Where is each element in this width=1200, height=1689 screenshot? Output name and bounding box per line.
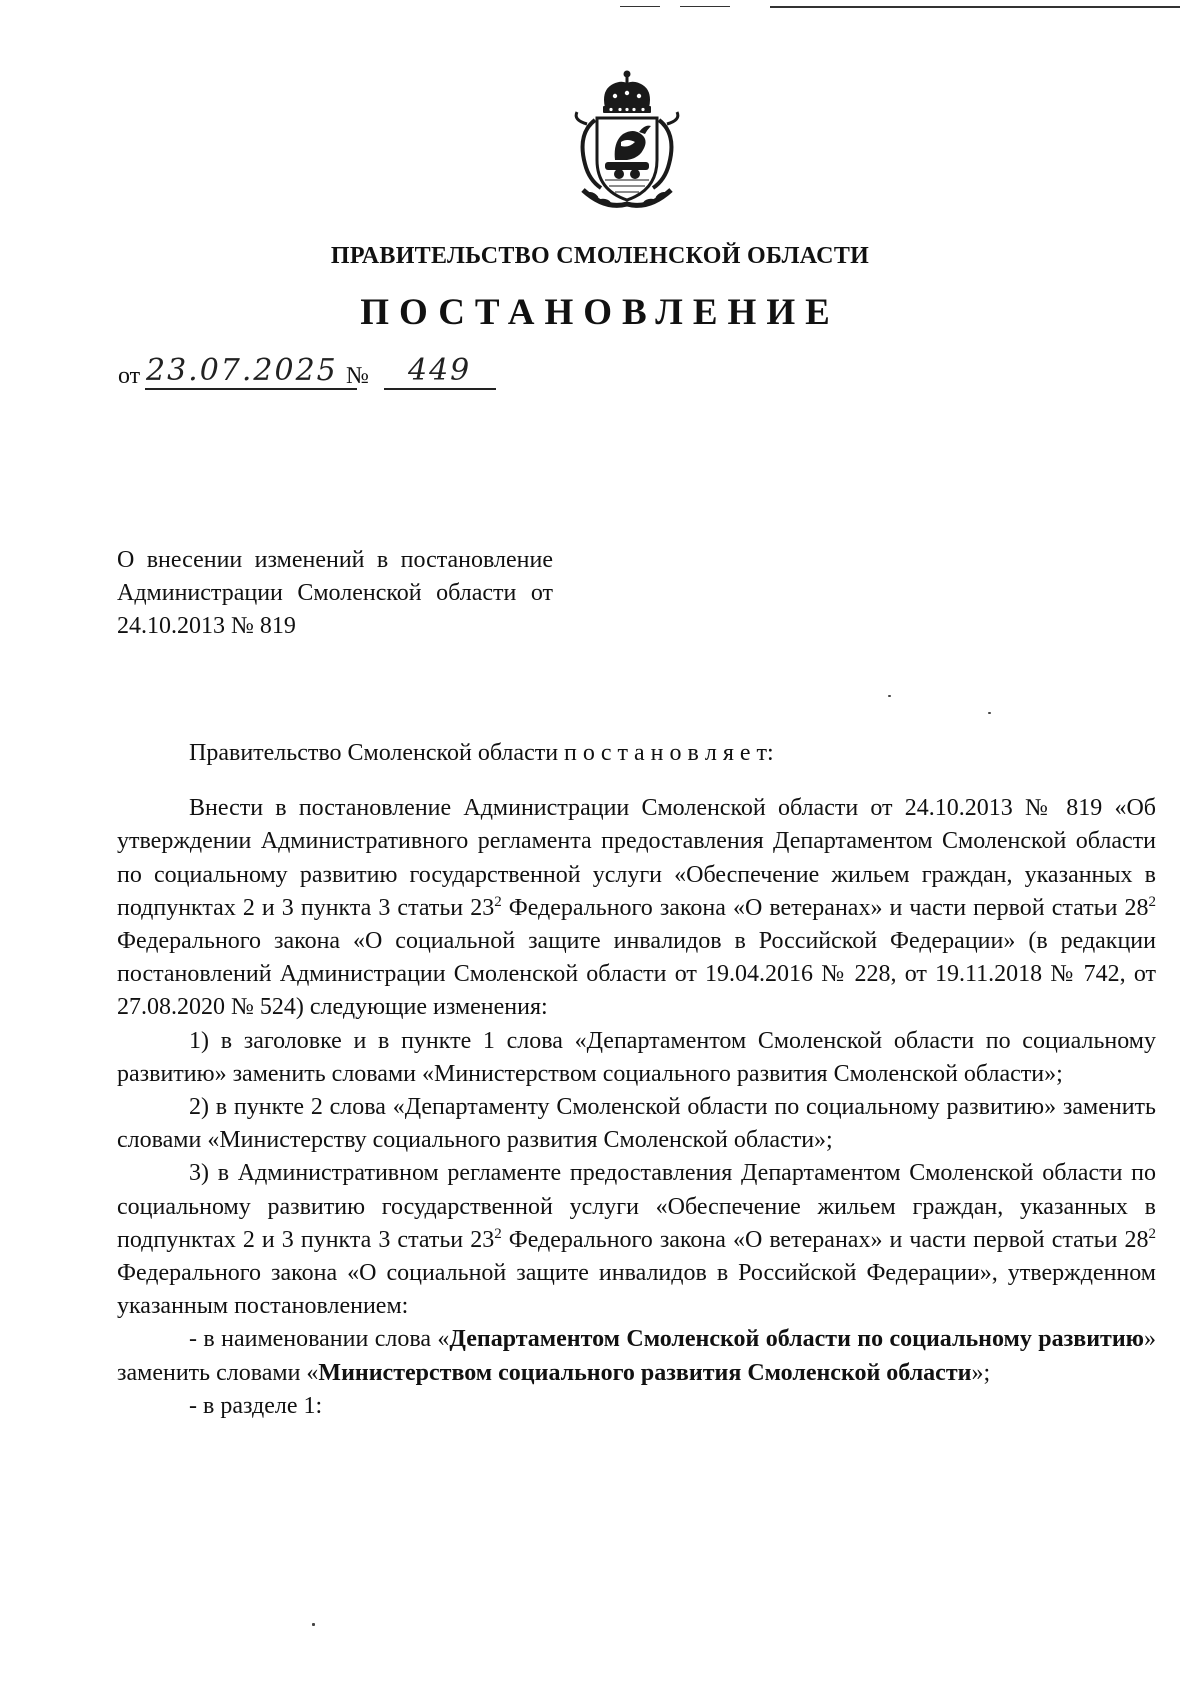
- main-paragraph: [117, 792, 1156, 1024]
- date-label: от: [118, 363, 141, 389]
- bullet-rename: [117, 1323, 1156, 1389]
- date-underline: [145, 388, 357, 390]
- scan-speck: [888, 695, 891, 697]
- main-text-part: Федерального закона «О социальной защите инвалидов в Российской Федерации» (в редакции постановлений Администрации Смоленской области от 19.04.2016 № 228, от 19.11.2018 № 742, от 27.08.2020 № 524) следующие изменения:: [117, 928, 1156, 1021]
- superscript: 2: [1148, 893, 1156, 910]
- preamble-action: п о с т а н о в л я е т:: [564, 740, 774, 766]
- main-text-part: Внести в постановление Администрации Смоленской области от 24.10.2013 № 819 «Об утверждении Административного регламента предоставления Департаментом Смоленской области по социальному развитию государственной услуги «Обеспечение жильем граждан, указанных в подпунктах 2 и 3 пункта 3 статьи 23: [117, 795, 1156, 921]
- bullet-text-part: »;: [971, 1359, 991, 1386]
- document-body: [117, 737, 1156, 1423]
- preamble-lead: Правительство Смоленской области: [189, 740, 565, 766]
- scan-edge-line: [770, 6, 1180, 8]
- coat-of-arms-emblem: [565, 68, 690, 211]
- item-3: [117, 1157, 1156, 1323]
- item-2: 2) в пункте 2 слова «Департаменту Смоленской области по социальному развитию» заменить словами «Министерству социального развития Смоленской области»;: [117, 1094, 1156, 1154]
- new-name-bold: Министерством социального развития Смоленской области: [318, 1359, 972, 1386]
- organization-title: ПРАВИТЕЛЬСТВО СМОЛЕНСКОЙ ОБЛАСТИ: [330, 243, 870, 269]
- number-underline: [384, 388, 496, 390]
- bullet-text-part: » заменить словами «: [117, 1326, 1157, 1386]
- superscript: 2: [1148, 1225, 1156, 1242]
- item-1: 1) в заголовке и в пункте 1 слова «Департаментом Смоленской области по социальному развитию» заменить словами «Министерством социального развития Смоленской области»;: [117, 1027, 1156, 1087]
- superscript: 2: [494, 893, 502, 910]
- main-text-part: Федерального закона «О ветеранах» и части первой статьи 28: [501, 894, 1149, 921]
- preamble-paragraph: [117, 737, 1156, 770]
- document-subject: О внесении изменений в постановление Администрации Смоленской области от 24.10.2013 № 819: [117, 547, 553, 639]
- bullet-text-part: - в наименовании слова «: [189, 1326, 450, 1353]
- scan-edge-line: [680, 6, 730, 7]
- superscript: 2: [494, 1225, 502, 1242]
- item-3-text-part: Федерального закона «О ветеранах» и части первой статьи 28: [501, 1226, 1149, 1253]
- handwritten-number: 449: [408, 353, 472, 388]
- bullet-section-1: - в разделе 1:: [189, 1392, 323, 1419]
- old-name-bold: Департаментом Смоленской области по социальному развитию: [449, 1326, 1145, 1353]
- number-label: №: [346, 363, 369, 389]
- scan-speck: [988, 712, 991, 714]
- scan-edge-line: [620, 6, 660, 7]
- document-requisites: [118, 355, 618, 395]
- handwritten-date: 23.07.2025: [146, 353, 338, 388]
- document-type-title: ПОСТАНОВЛЕНИЕ: [360, 292, 840, 333]
- item-3-text-part: 3) в Административном регламенте предоставления Департаментом Смоленской области по социальному развитию государственной услуги «Обеспечение жильем граждан, указанных в подпунктах 2 и 3 пункта 3 статьи 23: [117, 1160, 1156, 1253]
- item-3-text-part: Федерального закона «О социальной защите инвалидов в Российской Федерации», утвержденном указанным постановлением:: [117, 1260, 1156, 1320]
- scan-speck: [312, 1623, 315, 1626]
